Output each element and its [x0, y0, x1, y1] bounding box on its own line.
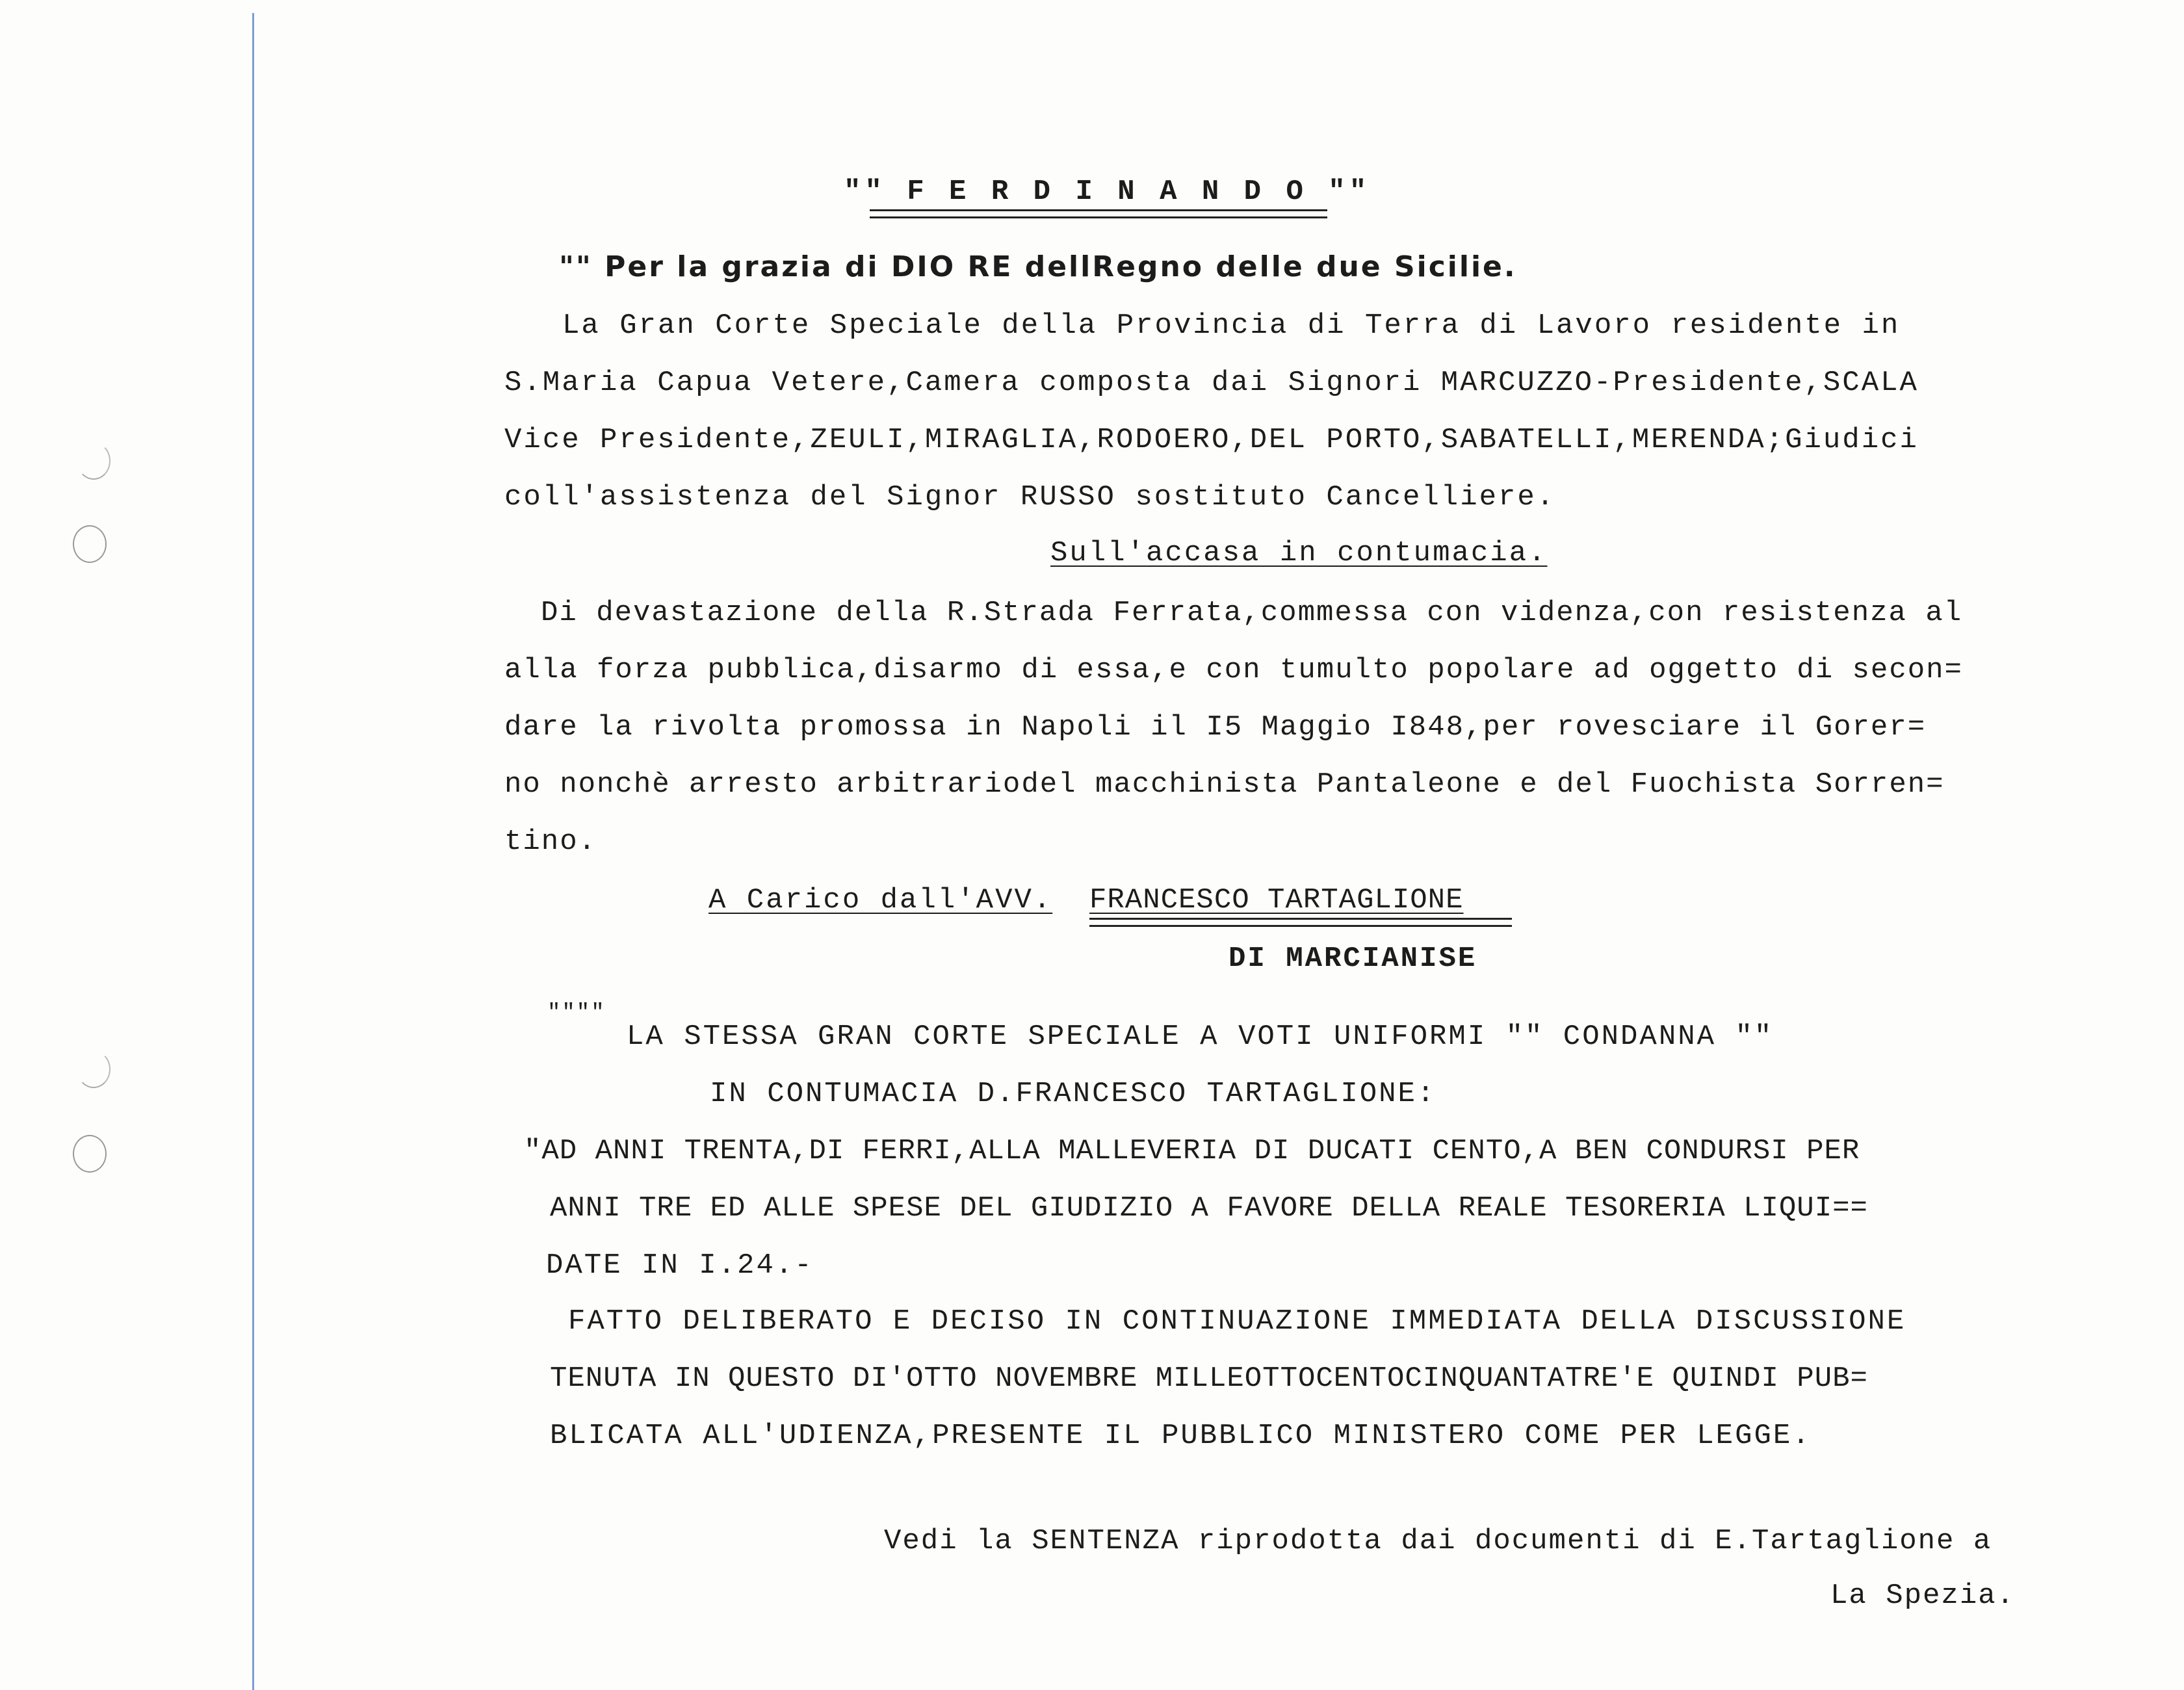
sentence-line: TENUTA IN QUESTO DI'OTTO NOVEMBRE MILLEOTTOCENTOCINQUANTATRE'E QUINDI PUB= [550, 1362, 1868, 1395]
binder-hole-mark [77, 1050, 110, 1088]
court-line: S.Maria Capua Vetere,Camera composta dai Signori MARCUZZO-Presidente,SCALA [504, 367, 1919, 399]
document-title: "" F E R D I N A N D O "" [844, 176, 1371, 208]
charge-line: Di devastazione della R.Strada Ferrata,commessa con videnza,con resistenza al [541, 597, 1963, 629]
charge-line: alla forza pubblica,disarmo di essa,e con tumulto popolare ad oggetto di secon= [504, 654, 1963, 686]
source-note-line: Vedi la SENTENZA riprodotta dai documenti di E.Tartaglione a [884, 1525, 1992, 1557]
defendant-place: DI MARCIANISE [1228, 942, 1477, 975]
title-double-underline [870, 209, 1327, 218]
binder-hole [73, 525, 107, 563]
sentence-line: BLICATA ALL'UDIENZA,PRESENTE IL PUBBLICO MINISTERO COME PER LEGGE. [550, 1420, 1812, 1452]
binder-hole [73, 1135, 107, 1173]
court-line: Vice Presidente,ZEULI,MIRAGLIA,RODOERO,DEL PORTO,SABATELLI,MERENDA;Giudici [504, 424, 1919, 456]
charge-line: dare la rivolta promossa in Napoli il I5 Maggio I848,per rovesciare il Gorer= [504, 711, 1927, 744]
sentence-line: FATTO DELIBERATO E DECISO IN CONTINUAZIONE IMMEDIATA DELLA DISCUSSIONE [568, 1305, 1906, 1338]
quote-marks: """" [547, 1001, 606, 1026]
accusation-heading: Sull'accasa in contumacia. [1050, 537, 1548, 569]
sentence-line: LA STESSA GRAN CORTE SPECIALE A VOTI UNIFORMI "" CONDANNA "" [627, 1020, 1774, 1053]
sentence-line: ANNI TRE ED ALLE SPESE DEL GIUDIZIO A FAVORE DELLA REALE TESORERIA LIQUI== [550, 1192, 1868, 1225]
sentence-line: DATE IN I.24.- [546, 1249, 814, 1282]
royal-invocation: "" Per la grazia di DIO RE dellRegno delle due Sicilie. [559, 250, 1517, 283]
margin-line [252, 13, 254, 1690]
defendant-name: FRANCESCO TARTAGLIONE [1089, 884, 1464, 916]
against-prefix: A Carico dall'AVV. [708, 884, 1053, 916]
sentence-line: IN CONTUMACIA D.FRANCESCO TARTAGLIONE: [710, 1078, 1436, 1110]
defendant-double-underline [1089, 918, 1512, 927]
court-line: coll'assistenza del Signor RUSSO sostituto Cancelliere. [504, 481, 1556, 514]
source-note-line: La Spezia. [1830, 1580, 2016, 1612]
court-line: La Gran Corte Speciale della Provincia di Terra di Lavoro residente in [562, 309, 1901, 342]
binder-hole-mark [77, 442, 110, 480]
sentence-line: "AD ANNI TRENTA,DI FERRI,ALLA MALLEVERIA DI DUCATI CENTO,A BEN CONDURSI PER [524, 1135, 1860, 1167]
charge-line: no nonchè arresto arbitrariodel macchinista Pantaleone e del Fuochista Sorren= [504, 768, 1945, 801]
charge-line: tino. [504, 826, 597, 858]
